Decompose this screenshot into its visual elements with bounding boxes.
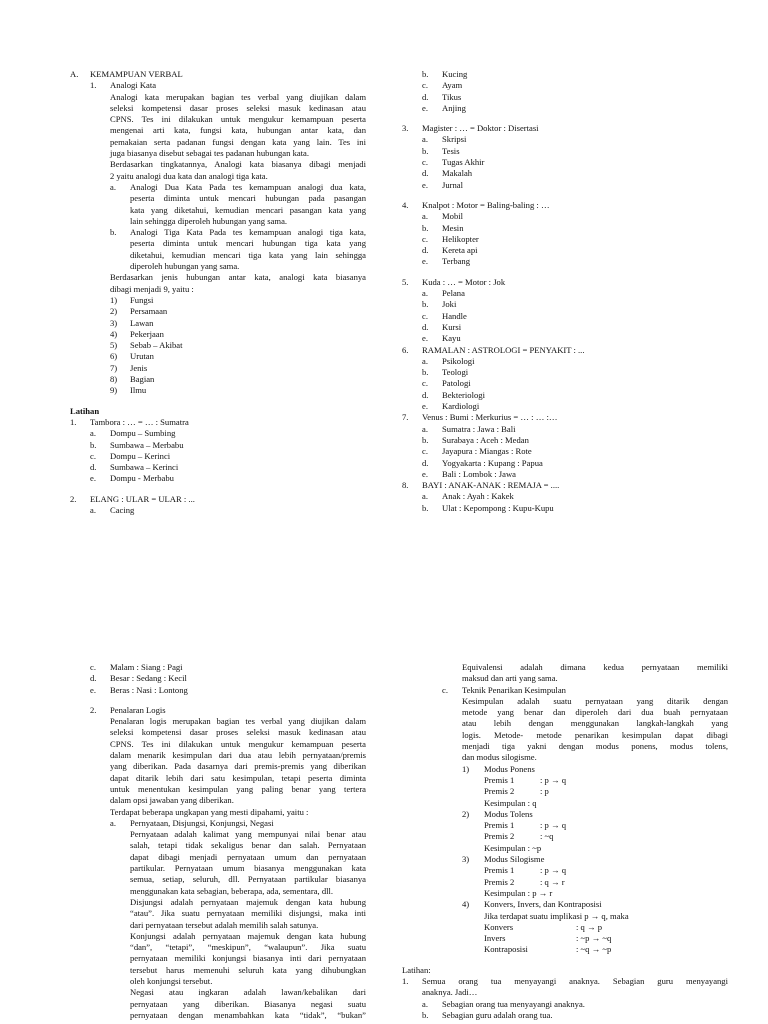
list-item: 6) Urutan xyxy=(110,351,154,362)
list-item: 3) Lawan xyxy=(110,317,154,328)
paragraph-line: partikular. Pernyataan umum biasanya menggunakan kata xyxy=(130,863,366,874)
option: e. Jurnal xyxy=(422,179,464,190)
paragraph-line: metode yang benar dan diperoleh dari dua buah pernyataan xyxy=(462,707,728,718)
item-c: c. Teknik Penarikan Kesimpulan Kesimpulan adalah suatu pernyataan yang ditarik dengan metode yang benar dan diperoleh dari dua buah pernyataan atau lebih dengan menggunakan langkah-langkah yang logis. Metode- metode penarikan kesimpulan dapat dibagi menjadi tiga yakni dengan modus ponens, modus tolens, dan modus silogisme. xyxy=(442,684,728,763)
paragraph xyxy=(70,272,366,295)
subsection-number: 2. xyxy=(90,704,97,715)
option: a. Psikologi xyxy=(422,355,475,366)
option: e. Kayu xyxy=(422,333,461,344)
subsection-title: Analogi Kata xyxy=(110,80,157,91)
option: c. Malam : Siang : Pagi xyxy=(90,662,183,672)
option: d. Tikus xyxy=(422,91,462,102)
list-item: 7) Jenis xyxy=(110,362,148,373)
subsection-title: Penalaran Logis xyxy=(110,704,166,715)
paragraph-line: logis. Metode- metode penarikan kesimpulan dapat dibagi xyxy=(462,729,728,740)
paragraph-line: semua, setiap, seluruh, dll. Pernyataan partikular biasanya xyxy=(130,874,366,885)
option: b. Mesin xyxy=(422,222,464,233)
paragraph xyxy=(402,662,728,685)
paragraph-line: Analogi kata merupakan bagian tes verbal yang diujikan dalam xyxy=(110,91,366,102)
section-title: KEMAMPUAN VERBAL xyxy=(90,69,183,79)
paragraph-line: pernyataan yang diberikan. Biasanya negasi suatu xyxy=(130,998,366,1009)
option: d. Bekteriologi xyxy=(422,389,485,400)
paragraph-line: salah, tetapi tidak sekaligus benar dan salah. Pernyataan xyxy=(130,840,366,851)
paragraph-line: mengenai arti kata, fungsi kata, hubungan antar kata, dan xyxy=(110,125,366,136)
mode-item: 4) Konvers, Invers, dan Kontraposisi Jika terdapat suatu implikasi p → q, maka Konvers : q → p Invers : ~p → ~q Kontraposisi : ~q → ~p xyxy=(462,899,629,955)
paragraph-line: dan modus silogisme. xyxy=(462,752,537,763)
question-7: 7. Venus : Bumi : Merkurius = … : … :… a. Sumatra : Jawa : Bali b. Surabaya : Aceh : Medan c. Jayapura : Miangas : Rote d. Yogyakarta : Kupang : Papua e. Bali : Lombok : Jawa xyxy=(402,412,702,480)
paragraph-line: oleh konjungsi tersebut. xyxy=(130,976,213,987)
paragraph-line: kata yang diketahui, kemudian mencari pasangan kata yang xyxy=(130,204,366,215)
option: a. Dompu – Sumbing xyxy=(90,428,176,439)
option: a. Anak : Ayah : Kakek xyxy=(422,491,514,502)
section-letter: A. xyxy=(70,69,79,79)
option: e. Terbang xyxy=(422,256,471,267)
option: b. Joki xyxy=(422,299,457,310)
option: a. Mobil xyxy=(422,211,464,222)
paragraph-line: Terdapat beberapa ungkapan yang mesti dipahami, yaitu : xyxy=(110,806,309,817)
option: b. Sumbawa – Merbabu xyxy=(90,439,184,450)
option: c. Jayapura : Miangas : Rote xyxy=(422,446,532,457)
paragraph-line: Konjungsi adalah pernyataan majemuk dengan kata hubung xyxy=(130,930,366,941)
paragraph-line: Berdasarkan jenis hubungan antar kata, analogi kata biasanya xyxy=(110,272,366,283)
paragraph-line: Negasi atau ingkaran adalah lawan/kebalikan dari xyxy=(130,987,366,998)
option: b. Ulat : Kepompong : Kupu-Kupu xyxy=(422,502,554,513)
paragraph-line: CPNS. Tes ini dilakukan untuk mengukur kemampuan peserta xyxy=(110,114,366,125)
paragraph-line: dalam opsi jawaban yang diberikan. xyxy=(110,795,234,806)
option: a. Sebagian orang tua menyayangi anaknya. xyxy=(422,998,585,1009)
option: c. Patologi xyxy=(422,378,471,389)
option: d. Makalah xyxy=(422,168,473,179)
paragraph-line: peserta diminta untuk mencari hubungan tiga kata yang xyxy=(130,238,366,249)
question-5: 5. Kuda : … = Motor : Jok a. Pelana b. Joki c. Handle d. Kursi e. Kayu xyxy=(402,277,702,345)
paragraph-line: peserta diminta untuk mencari hubungan pada pasangan xyxy=(130,193,366,204)
option: e. Anjing xyxy=(422,102,466,113)
question-1: 1. Tambora : … = … : Sumatra a. Dompu – Sumbing b. Sumbawa – Merbabu c. Dompu – Kerinci d. Sumbawa – Kerinci e. Dompu - Merbabu xyxy=(70,417,366,485)
paragraph-line: 2 yaitu analogi dua kata dan analogi tiga kata. xyxy=(110,170,268,181)
continued-options xyxy=(90,662,366,696)
paragraph-line: seleksi kompetensi dasar proses seleksi masuk kedinasan atau xyxy=(110,727,366,738)
paragraph-line: Equivalensi adalah dimana kedua pernyataan memiliki xyxy=(462,662,728,672)
paragraph-line: Pernyataan adalah kalimat yang mempunyai nilai benar atau xyxy=(130,829,366,840)
paragraph-line: lain sehingga diperoleh hubungan yang sama. xyxy=(130,215,288,226)
paragraph-line: Penalaran logis merupakan bagian tes verbal yang diujikan dalam xyxy=(110,716,366,727)
option: c. Dompu – Kerinci xyxy=(90,450,171,461)
list-item: 5) Sebab – Akibat xyxy=(110,340,183,351)
analogy-type-a xyxy=(70,182,366,227)
question-2: 2. ELANG : ULAR = ULAR : ... a. Cacing xyxy=(70,494,366,517)
page2-left-column xyxy=(90,662,366,1021)
paragraph-line: dapat dibagi menjadi pernyataan umum dan pernyataan xyxy=(130,851,366,862)
option: d. Yogyakarta : Kupang : Papua xyxy=(422,457,543,468)
option: c. Handle xyxy=(422,310,467,321)
paragraph-line: diketahui, kemudian mencari tiga kata yang lain sehingga xyxy=(130,249,366,260)
paragraph-line: yang diberikan. Pada dasarnya dari premis-premis yang diberikan xyxy=(110,761,366,772)
option: b. Tesis xyxy=(422,145,460,156)
paragraph-line: maksud dan arti yang sama. xyxy=(462,673,558,684)
question-8: 8. BAYI : ANAK-ANAK : REMAJA = .... a. Anak : Ayah : Kakek b. Ulat : Kepompong : Kupu-Kupu xyxy=(402,480,702,514)
paragraph-line: CPNS. Tes ini dilakukan untuk mengukur kemampuan peserta xyxy=(110,738,366,749)
page1-left-column xyxy=(70,69,366,516)
paragraph-line: tersebut harus memenuhi seluruh kata yang dihubungkan xyxy=(130,964,366,975)
paragraph-line: dari pernyataan tersebut adalah memilih salah satunya. xyxy=(130,919,319,930)
option: c. Tugas Akhir xyxy=(422,157,485,168)
list-item: 2) Persamaan xyxy=(110,306,168,317)
paragraph-line: pernyataan dengan menambahkan kata “tidak”, “bukan” xyxy=(130,1009,366,1020)
subsection-heading xyxy=(90,705,366,716)
question-4: 4. Knalpot : Motor = Baling-baling : … a. Mobil b. Mesin c. Helikopter d. Kereta api e. Terbang xyxy=(402,200,702,268)
paragraph-line: diperoleh hubungan yang sama. xyxy=(130,261,240,272)
paragraph xyxy=(70,92,366,182)
paragraph-line: juga biasanya disebut sebagai tes padanan hubungan kata. xyxy=(110,148,310,159)
analogy-type-b xyxy=(70,227,366,272)
subsection-number: 1. xyxy=(90,80,97,91)
list-letter: a. xyxy=(110,181,116,192)
paragraph xyxy=(90,716,366,818)
exercise-question-1: 1. Semua orang tua menyayangi anaknya. Sebagian guru menyayangi anaknya. Jadi… a. Sebagian orang tua menyayangi anaknya. b. Sebagian guru adalah orang tua. xyxy=(402,976,728,1020)
mode-item: 2) Modus Tolens Premis 1 : p → q Premis 2 : ~q Kesimpulan : ~p xyxy=(462,808,567,853)
paragraph-line: Disjungsi adalah pernyataan majemuk dengan kata hubung xyxy=(130,896,366,907)
option: d. Kursi xyxy=(422,321,462,332)
latihan-heading: Latihan xyxy=(70,405,100,416)
option: b. Teologi xyxy=(422,367,469,378)
mode-item: 3) Modus Silogisme Premis 1 : p → q Premis 2 : q → r Kesimpulan : p → r xyxy=(462,854,567,898)
option: c. Helikopter xyxy=(422,233,479,244)
latihan-heading: Latihan: xyxy=(402,964,431,975)
section-heading xyxy=(70,69,366,80)
mode-item: 1) Modus Ponens Premis 1 : p → q Premis 2 : p Kesimpulan : q xyxy=(462,763,567,808)
option: a. Skripsi xyxy=(422,134,467,145)
option: e. Dompu - Merbabu xyxy=(90,473,174,484)
option: d. Besar : Sedang : Kecil xyxy=(90,673,187,684)
option: b. Surabaya : Aceh : Medan xyxy=(422,434,529,445)
relation-list xyxy=(70,295,366,397)
option: e. Kardiologi xyxy=(422,401,480,412)
list-item: 1) Fungsi xyxy=(110,294,154,305)
page1-right-column xyxy=(402,69,702,514)
paragraph-line: untuk menentukan kesimpulan yang paling benar yang tertera xyxy=(110,783,366,794)
page2-right-column xyxy=(402,662,728,1021)
paragraph-line: anaknya. Jadi… xyxy=(422,987,478,998)
list-item: 4) Pekerjaan xyxy=(110,328,164,339)
paragraph-line: dalam menarik kesimpulan dari dua atau lebih pernyataan/premis xyxy=(110,750,366,761)
option: d. Sumbawa – Kerinci xyxy=(90,462,179,473)
option: b. Kucing xyxy=(422,69,468,79)
modes-list xyxy=(402,764,728,956)
paragraph-line: “dan”, “tetapi”, “meskipun”, “walaupun”. Jika suatu xyxy=(130,942,366,953)
paragraph-line: Analogi Tiga Kata Pada tes kemampuan analogi tiga kata, xyxy=(130,227,366,238)
option: c. Ayam xyxy=(422,80,463,91)
paragraph-line: menjadi tiga yakni dengan modus ponens, modus tolens, xyxy=(462,741,728,752)
paragraph-line: Kesimpulan adalah suatu pernyataan yang ditarik dengan xyxy=(462,695,728,706)
option: d. Kereta api xyxy=(422,245,478,256)
option: a. Cacing xyxy=(90,504,135,515)
list-item: 8) Bagian xyxy=(110,374,155,385)
paragraph-line: dibagi menjadi 9, yaitu : xyxy=(110,283,194,294)
paragraph-line: pernyataan memiliki konjungsi biasanya inti dari pernyataan xyxy=(130,953,366,964)
option: a. Pelana xyxy=(422,288,465,299)
paragraph-line: Berdasarkan tingkatannya, Analogi kata biasanya dibagi menjadi xyxy=(110,159,366,170)
paragraph-line: Semua orang tua menyayangi anaknya. Sebagian guru menyayangi xyxy=(422,976,728,987)
paragraph-line: atau lebih dengan menggunakan langkah-langkah yang xyxy=(462,718,728,729)
question-6: 6. RAMALAN : ASTROLOGI = PENYAKIT : ... a. Psikologi b. Teologi c. Patologi d. Bekteriologi e. Kardiologi xyxy=(402,345,702,413)
option: e. Bali : Lombok : Jawa xyxy=(422,468,516,479)
paragraph-line: Analogi Dua Kata Pada tes kemampuan analogi dua kata, xyxy=(130,181,366,192)
list-item: 9) Ilmu xyxy=(110,385,147,396)
option: b. Sebagian guru adalah orang tua. xyxy=(422,1009,553,1020)
paragraph-line: dapat ditarik lebih dari satu kesimpulan, tetapi peserta diminta xyxy=(110,772,366,783)
list-letter: b. xyxy=(110,227,117,238)
paragraph-line: seleksi kompetensi dasar proses seleksi masuk kedinasan atau xyxy=(110,102,366,113)
continued-options xyxy=(402,69,702,114)
option: a. Sumatra : Jawa : Bali xyxy=(422,423,516,434)
subsection-heading xyxy=(70,80,366,91)
paragraph-line: menggunakan kata sebagian, beberapa, ada, sementara, dll. xyxy=(130,885,334,896)
paragraph-line: pemakaian serta padanan fungsi dengan kata yang lain. Tes ini xyxy=(110,136,366,147)
option: e. Beras : Nasi : Lontong xyxy=(90,684,188,695)
paragraph-line: “atau”. Jika suatu pernyataan memiliki disjungsi, maka inti xyxy=(130,908,366,919)
question-3: 3. Magister : … = Doktor : Disertasi a. Skripsi b. Tesis c. Tugas Akhir d. Makalah e. Jurnal xyxy=(402,123,702,191)
item-a: a. Pernyataan, Disjungsi, Konjungsi, Negasi Pernyataan adalah kalimat yang mempunyai nilai benar atau salah, tetapi tidak sekaligus benar dan salah. Pernyataan dapat dibagi menjadi pernyataan umum dan pernyataan partikular. Pernyataan umum biasanya menggunakan kata semua, setiap, seluruh, dll. Pernyataan partikular biasanya menggunakan kata sebagian, beberapa, ada, sementara, dll. Disjungsi adalah pernyataan majemuk dengan kata hubung “atau”. Jika suatu pernyataan memiliki disjungsi, maka inti dari pernyataan tersebut adalah memilih salah satunya. Konjungsi adalah pernyataan majemuk dengan kata hubung “dan”, “tetapi”, “meskipun”, “walaupun”. Jika suatu pernyataan memiliki konjungsi biasanya inti dari pernyataan tersebut harus memenuhi seluruh kata yang dihubungkan oleh konjungsi tersebut. Negasi atau ingkaran adalah lawan/kebalikan dari pernyataan yang diberikan. Biasanya negasi suatu pernyataan dengan menambahkan kata “tidak”, “bukan” xyxy=(110,817,366,1020)
